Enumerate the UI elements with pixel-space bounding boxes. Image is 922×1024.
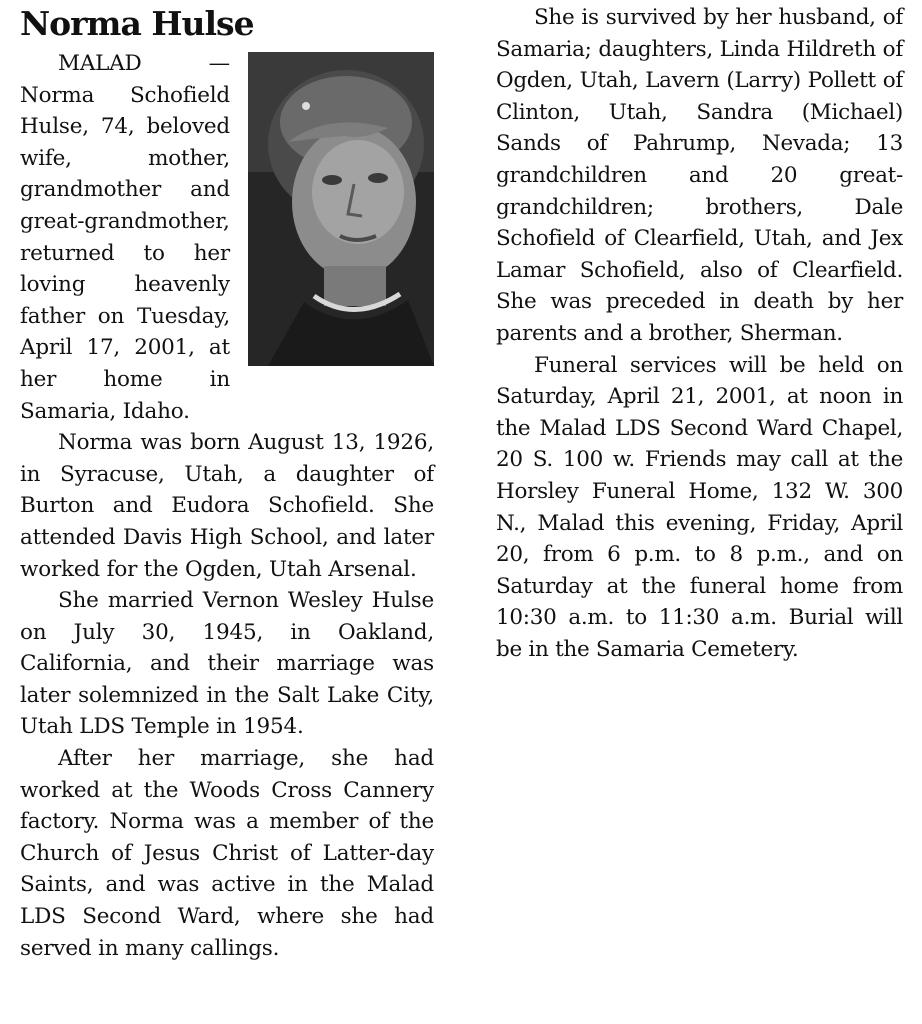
right-column — [496, 2, 903, 665]
obituary-paragraph: She married Vernon Wesley Hulse on July 30, 1945, in Oakland, California, and their marriage was later solemnized in the Salt Lake City, Utah LDS Temple in 1954. — [20, 588, 434, 740]
right-column-body — [496, 2, 903, 665]
obituary-paragraph: After her marriage, she had worked at the Woods Cross Cannery factory. Norma was a member of the Church of Jesus Christ of Latter-day Saints, and was active in the Malad LDS Second Ward, where she had served in many callings. — [20, 746, 434, 961]
obituary-headline: Norma Hulse — [20, 4, 254, 43]
portrait-photo — [248, 52, 434, 366]
obituary-paragraph: She is survived by her husband, of Samaria; daughters, Linda Hildreth of Ogden, Utah, Lavern (Larry) Pollett of Clinton, Utah, Sandra (Michael) Sands of Pahrump, Nevada; 13 grandchildren and 20 great-grandchildren; brothers, Dale Schofield of Clearfield, Utah, and Jex Lamar Schofield, also of Clearfield. She was preceded in death by her parents and a brother, Sherman. — [496, 5, 903, 346]
obituary-paragraph: Norma was born August 13, 1926, in Syracuse, Utah, a daughter of Burton and Eudora Schofield. She attended Davis High School, and later worked for the Ogden, Utah Arsenal. — [20, 430, 434, 582]
left-column — [20, 2, 434, 964]
obituary-paragraph: Funeral services will be held on Saturday, April 21, 2001, at noon in the Malad LDS Second Ward Chapel, 20 S. 100 w. Friends may call at the Horsley Funeral Home, 132 W. 300 N., Malad this evening, Friday, April 20, from 6 p.m. to 8 p.m., and on Saturday at the funeral home from 10:30 a.m. to 11:30 a.m. Burial will be in the Samaria Cemetery. — [496, 352, 903, 662]
obituary-paragraph: MALAD — Norma Schofield Hulse, 74, beloved wife, mother, grandmother and great-grandmother, returned to her loving heavenly father on Tuesday, April 17, 2001, at her home in Samaria, Idaho. — [20, 51, 230, 424]
portrait-image — [248, 52, 434, 366]
left-column-body — [20, 48, 434, 964]
